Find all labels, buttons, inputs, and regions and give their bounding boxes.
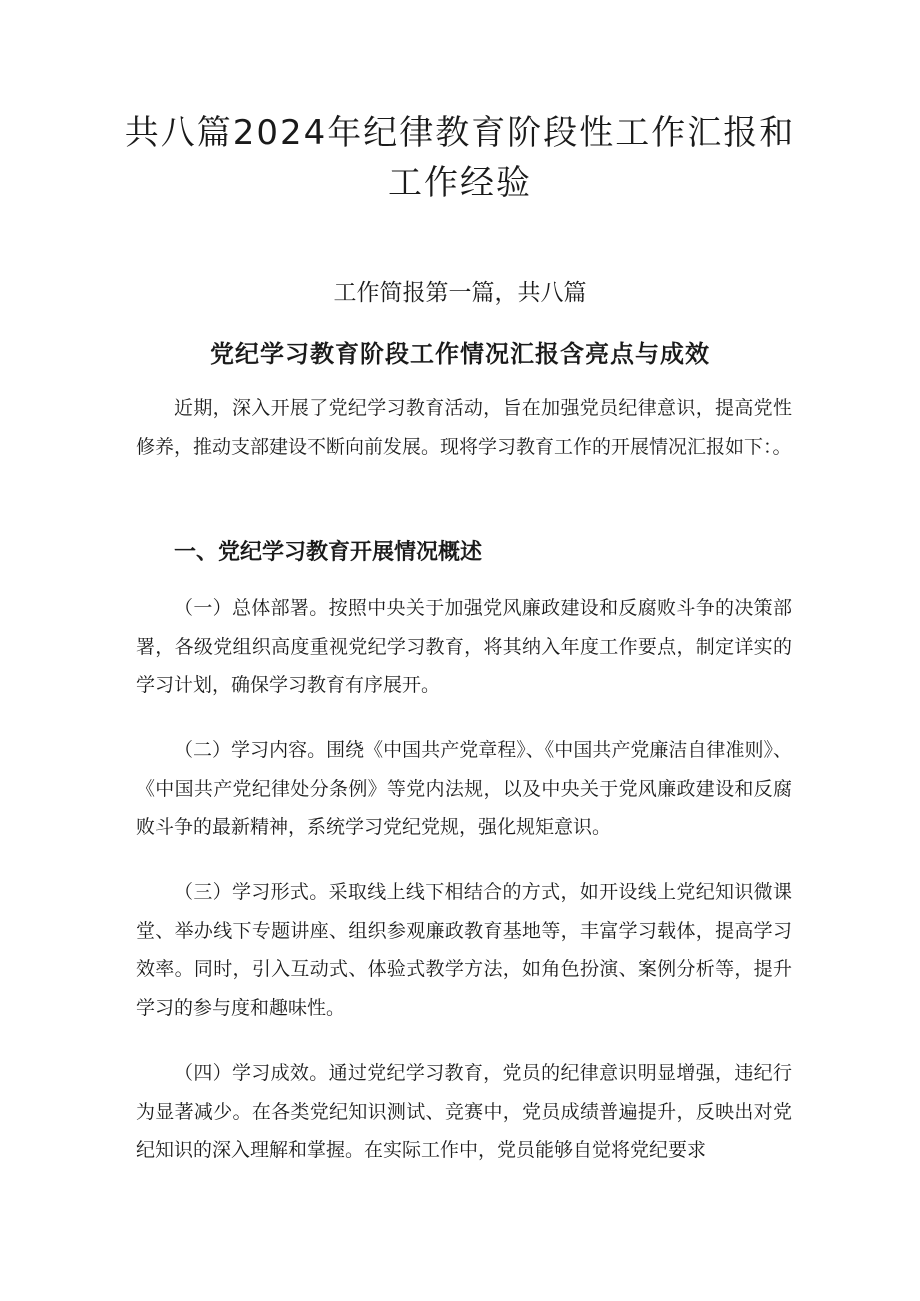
document-title-line2: 工作经验 — [388, 163, 532, 203]
document-title-line1: 共八篇2024年纪律教育阶段性工作汇报和 — [124, 113, 796, 153]
body-paragraph-1: （一）总体部署。按照中央关于加强党风廉政建设和反腐败斗争的决策部署，各级党组织高度重视党纪学习教育，将其纳入年度工作要点，制定详实的学习计划，确保学习教育有序展开。 — [136, 597, 792, 697]
body-paragraph-4: （四）学习成效。通过党纪学习教育，党员的纪律意识明显增强，违纪行为显著减少。在各类党纪知识测试、竞赛中，党员成绩普遍提升，反映出对党纪知识的深入理解和掌握。在实际工作中，党员能够自觉将党纪要求 — [136, 1062, 792, 1162]
article-title: 党纪学习教育阶段工作情况汇报含亮点与成效 — [210, 339, 710, 368]
document-title — [120, 108, 800, 208]
intro-paragraph: 近期，深入开展了党纪学习教育活动，旨在加强党员纪律意识，提高党性修养，推动支部建设不断向前发展。现将学习教育工作的开展情况汇报如下：。 — [136, 397, 792, 458]
body-paragraph-3: （三）学习形式。采取线上线下相结合的方式，如开设线上党纪知识微课堂、举办线下专题讲座、组织参观廉政教育基地等，丰富学习载体，提高学习效率。同时，引入互动式、体验式教学方法，如角色扮演、案例分析等，提升学习的参与度和趣味性。 — [136, 881, 792, 1019]
document-subtitle: 工作简报第一篇，共八篇 — [333, 280, 587, 306]
body-paragraph-2: （二）学习内容。围绕《中国共产党章程》、《中国共产党廉洁自律准则》、《中国共产党纪律处分条例》等党内法规，以及中央关于党风廉政建设和反腐败斗争的最新精神，系统学习党纪党规，强化规矩意识。 — [136, 739, 792, 839]
section-heading: 一、党纪学习教育开展情况概述 — [174, 540, 483, 565]
